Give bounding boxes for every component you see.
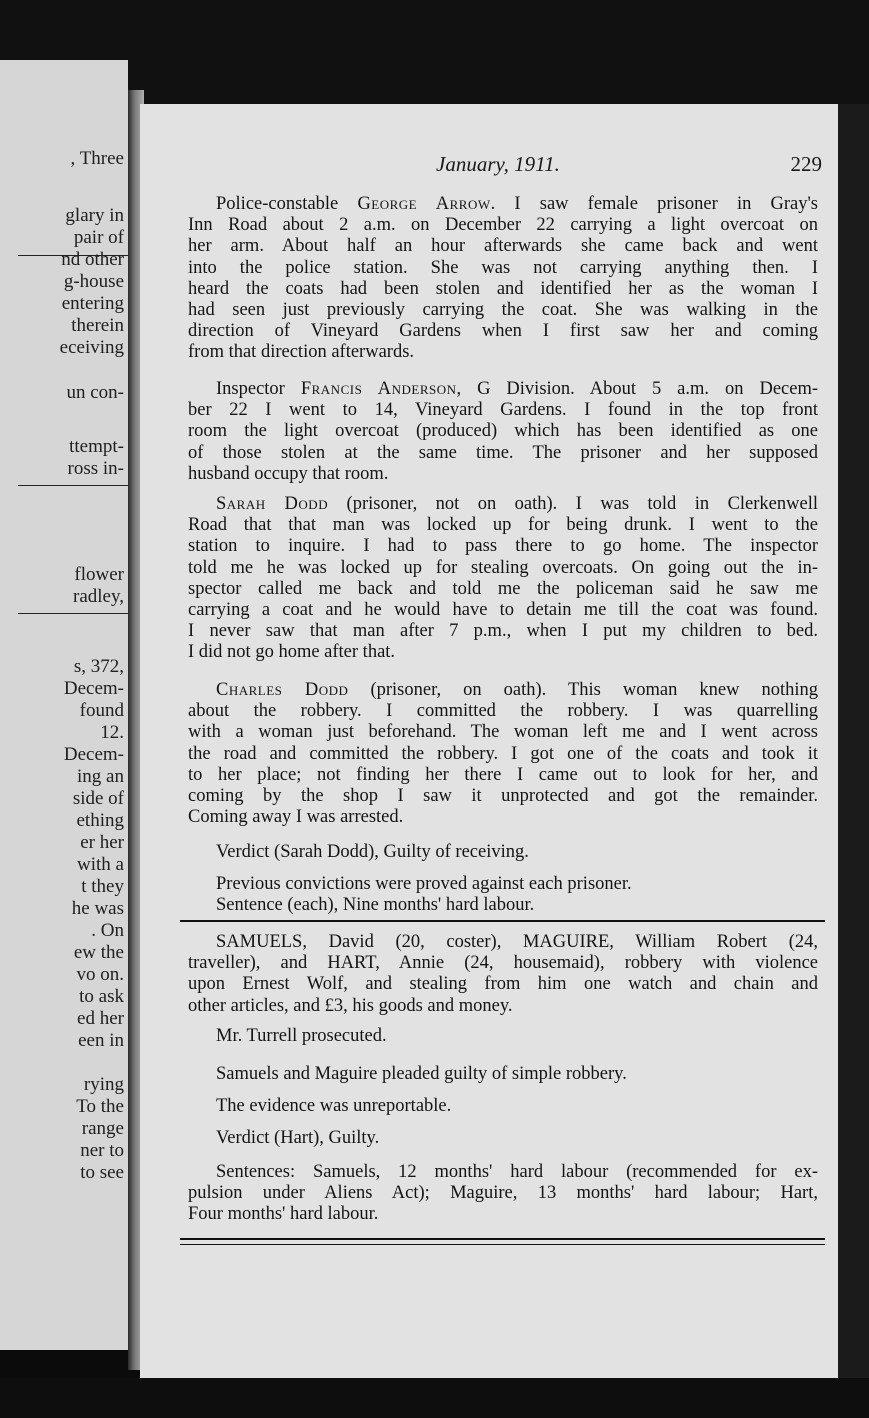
previous-convictions-line: Previous convictions were proved against each prisoner. [216, 874, 632, 894]
left-page-line: ed her [77, 1008, 124, 1029]
verdict-sarah-dodd [188, 842, 818, 863]
testimony-line: with a woman just beforehand. The woman left me and I went across [188, 722, 818, 743]
left-page-line: pair of [73, 227, 124, 248]
testimony-line: her arm. About half an hour afterwards she came back and went [188, 236, 818, 257]
testimony-line: room the light overcoat (produced) which has been identified as one [188, 421, 818, 442]
case-heading-line: SAMUELS, David (20, coster), MAGUIRE, William Robert (24, [216, 932, 818, 952]
sentences-paragraph [188, 1162, 818, 1226]
speaker-name: George Arrow [357, 194, 491, 214]
left-page-line: Decem- [63, 678, 124, 699]
right-page [140, 104, 840, 1380]
testimony-line: (prisoner, not on oath). I was told in Clerkenwell [328, 494, 818, 514]
left-page-line: . On [91, 920, 124, 941]
case-samuels-maguire-hart [188, 932, 818, 1017]
left-page-line: found [79, 700, 124, 721]
left-page-line: ething [76, 810, 124, 831]
testimony-line: of those stolen at the same time. The prisoner and her supposed [188, 442, 818, 463]
case-heading-line: traveller), and HART, Annie (24, housemaid), robbery with violence [188, 953, 818, 974]
end-double-rule-top [180, 1238, 825, 1240]
testimony-line: spector called me back and told me the policeman said he saw me [188, 578, 818, 599]
verdict-line: Verdict (Hart), Guilty. [216, 1128, 380, 1148]
left-page-rule [18, 613, 128, 614]
left-page-line: een in [78, 1030, 124, 1051]
left-page-rule [18, 485, 128, 486]
testimony-charles-dodd [188, 680, 818, 828]
testimony-line: I did not go home after that. [188, 642, 396, 663]
testimony-line: , G Division. About 5 a.m. on Decem- [456, 379, 819, 399]
sentence-line: Sentence (each), Nine months' hard labour. [216, 895, 535, 916]
left-page-line: To the [76, 1096, 124, 1117]
testimony-line: coming by the shop I saw it unprotected and got the remainder. [188, 786, 818, 807]
speaker-name: Sarah Dodd [216, 494, 329, 514]
left-page-line: ew the [73, 942, 124, 963]
testimony-line: Coming away I was arrested. [188, 807, 404, 828]
testimony-line: ber 22 I went to 14, Vineyard Gardens. I found in the top front [188, 400, 818, 421]
testimony-line: direction of Vineyard Gardens when I first saw her and coming [188, 321, 818, 342]
photo-background-bottom [0, 1378, 869, 1418]
case-heading-line: other articles, and £3, his goods and money. [188, 995, 513, 1016]
left-page-line: un con- [66, 382, 124, 403]
left-page-line: 12. [100, 722, 124, 743]
sentences-line: Four months' hard labour. [188, 1204, 379, 1225]
evidence-text: The evidence was unreportable. [216, 1096, 452, 1116]
speaker-name: Charles Dodd [216, 680, 349, 700]
left-page-line: side of [72, 788, 124, 809]
left-page-line: er her [80, 832, 124, 853]
left-page-line: , Three [70, 148, 124, 169]
sentences-line: pulsion under Aliens Act); Maguire, 13 months' hard labour; Hart, [188, 1183, 818, 1204]
left-page-line: glary in [65, 205, 124, 226]
left-page-line: t they [81, 876, 124, 897]
left-page-line: flower [74, 564, 124, 585]
prosecuted-text: Mr. Turrell prosecuted. [216, 1026, 387, 1046]
testimony-line: husband occupy that room. [188, 463, 389, 484]
photo-background-right [838, 104, 869, 1380]
testimony-line: from that direction afterwards. [188, 342, 415, 363]
sentence-block [188, 874, 818, 916]
testimony-line: told me he was locked up for stealing overcoats. On going out the in- [188, 557, 818, 578]
verdict-line: Verdict (Sarah Dodd), Guilty of receiving. [216, 842, 529, 862]
left-page-line: Decem- [63, 744, 124, 765]
speaker-name: Francis Anderson [300, 379, 457, 399]
left-page-line: entering [61, 293, 124, 314]
left-page-fragment [0, 60, 128, 1350]
left-page-line: s, 372, [73, 656, 124, 677]
testimony-line: into the police station. She was not carrying anything then. I [188, 257, 818, 278]
testimony-line: carrying a coat and he would have to detain me till the coat was found. [188, 600, 818, 621]
left-page-line: eceiving [59, 337, 124, 358]
left-page-line: nd other [61, 249, 124, 270]
testimony-line: the road and committed the robbery. I got one of the coats and took it [188, 743, 818, 764]
left-page-line: therein [71, 315, 124, 336]
testimony-line: Road that that man was locked up for being drunk. I went to the [188, 515, 818, 536]
testimony-line: I never saw that man after 7 p.m., when I put my children to bed. [188, 621, 818, 642]
page-header-title: January, 1911. [436, 152, 560, 176]
page-number: 229 [790, 152, 822, 176]
left-page-line: radley, [73, 586, 124, 607]
left-page-line: g-house [63, 271, 124, 292]
left-page-line: he was [71, 898, 124, 919]
testimony-sarah-dodd [188, 494, 818, 664]
testimony-line: had seen just previously carrying the coat. She was walking in the [188, 300, 818, 321]
testimony-line: station to inquire. I had to pass there to go home. The inspector [188, 536, 818, 557]
left-page-line: ing an [77, 766, 124, 787]
plea-line [188, 1064, 818, 1085]
left-page-line: range [81, 1118, 124, 1139]
testimony-line: Inn Road about 2 a.m. on December 22 carrying a light overcoat on [188, 215, 818, 236]
left-page-line: to see [80, 1162, 124, 1183]
left-page-line: ner to [80, 1140, 124, 1161]
end-double-rule-bottom [180, 1244, 825, 1245]
left-page-line: ross in- [67, 458, 124, 479]
testimony-line: Inspector [216, 379, 285, 399]
plea-text: Samuels and Maguire pleaded guilty of simple robbery. [216, 1064, 627, 1084]
left-page-line: ttempt- [69, 436, 124, 457]
testimony-francis-anderson [188, 379, 818, 485]
testimony-line: . I saw female prisoner in Gray's [490, 194, 819, 214]
case-divider [180, 920, 825, 922]
left-page-line: vo on. [76, 964, 124, 985]
prosecutor-line [188, 1026, 818, 1047]
testimony-line: heard the coats had been stolen and identified her as the woman I [188, 278, 818, 299]
left-page-line: with a [77, 854, 124, 875]
testimony-george-arrow [188, 194, 818, 364]
testimony-line: to her place; not finding her there I came out to look for her, and [188, 764, 818, 785]
testimony-line: about the robbery. I committed the robbery. I was quarrelling [188, 701, 818, 722]
verdict-hart [188, 1128, 818, 1149]
evidence-line [188, 1096, 818, 1117]
left-page-line: to ask [79, 986, 124, 1007]
left-page-line: rying [83, 1074, 124, 1095]
case-heading-line: upon Ernest Wolf, and stealing from him one watch and chain and [188, 974, 818, 995]
testimony-line: (prisoner, on oath). This woman knew nothing [348, 680, 818, 700]
testimony-line: Police-constable [216, 194, 339, 214]
sentences-line: Sentences: Samuels, 12 months' hard labour (recommended for ex- [216, 1162, 818, 1182]
